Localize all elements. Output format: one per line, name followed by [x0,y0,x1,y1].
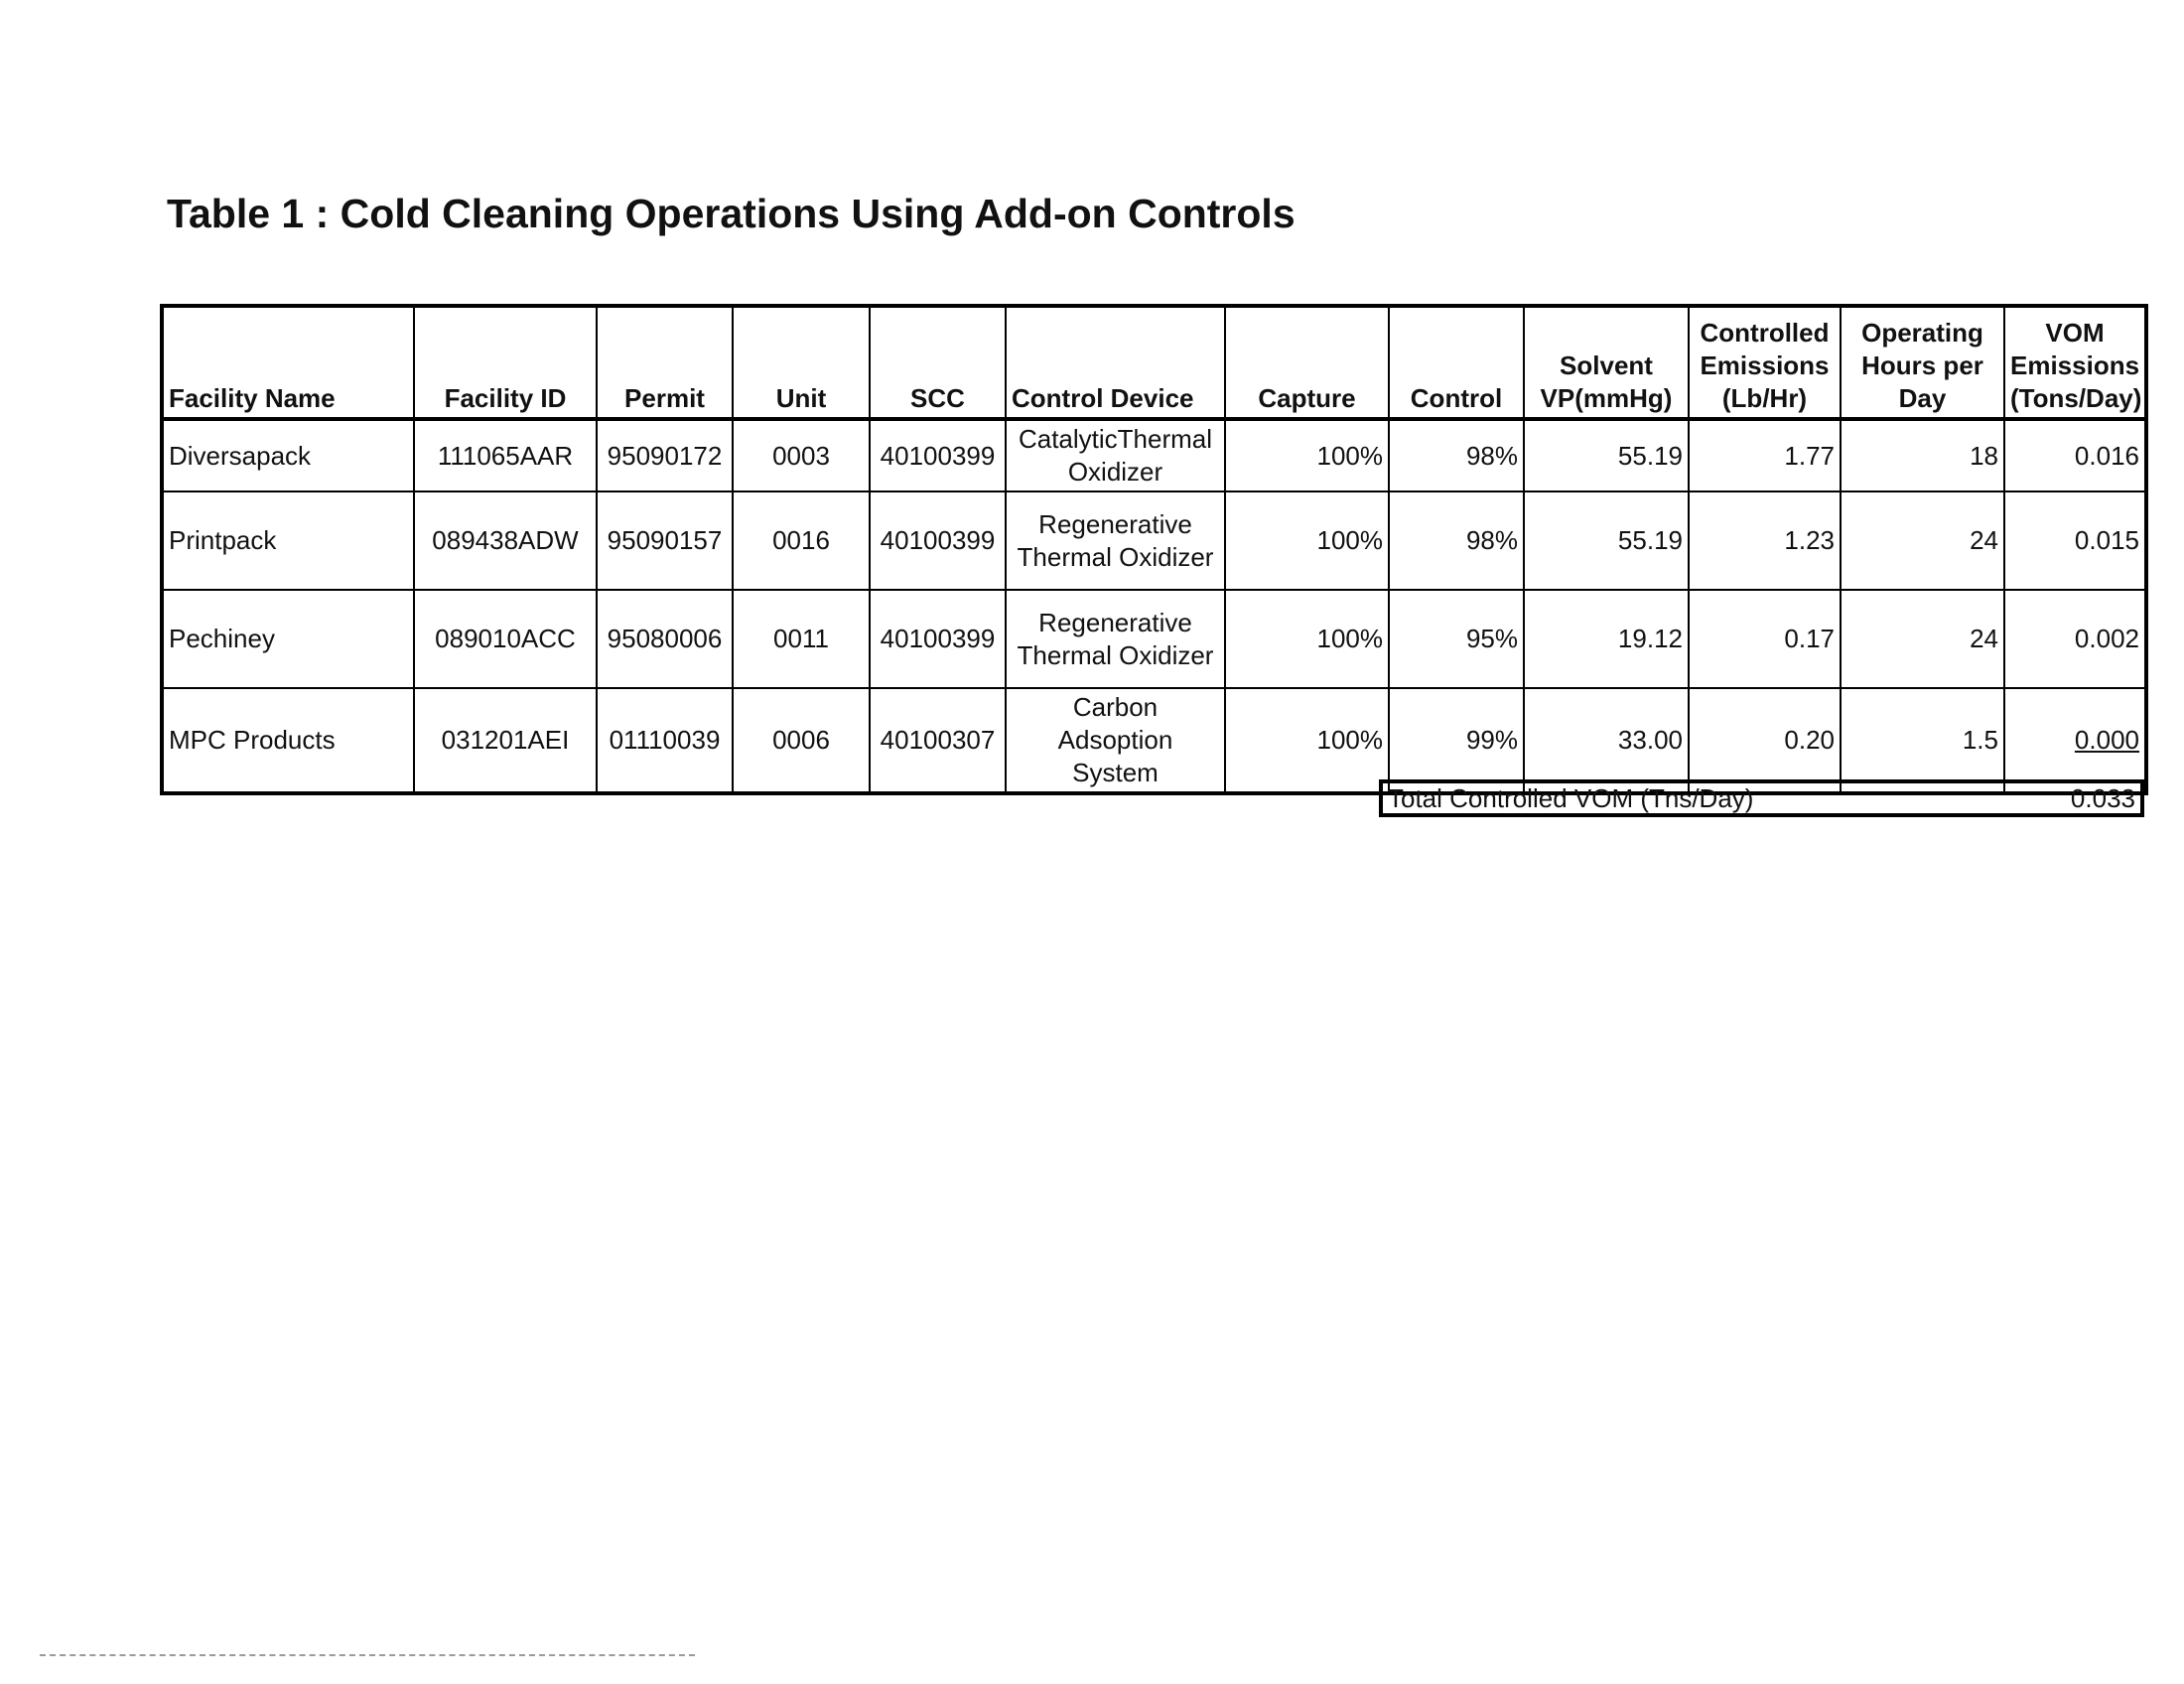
cell-vom-emissions [2004,688,2146,793]
cell-vom-emissions: 0.016 [2004,419,2146,491]
cell-facility-id: 089010ACC [414,590,597,688]
header-vom-emissions-line: (Tons/Day) [2010,383,2142,413]
cell-vom-emissions: 0.002 [2004,590,2146,688]
cell-facility-id: 089438ADW [414,491,597,590]
cell-unit: 0011 [733,590,870,688]
total-value: 0.033 [2070,783,2135,813]
cell-control-device [1006,419,1225,491]
cell-control-device [1006,491,1225,590]
control-device-line: Regenerative [1038,607,1192,637]
cell-permit: 01110039 [597,688,733,793]
cell-control: 98% [1389,419,1524,491]
header-control-device: Control Device [1006,306,1225,419]
cell-control: 95% [1389,590,1524,688]
cold-cleaning-table [160,304,2148,795]
table-row [162,419,2146,491]
cell-solvent-vp: 55.19 [1524,491,1689,590]
header-permit: Permit [597,306,733,419]
control-device-line: Adsoption [1057,725,1173,755]
cell-control: 99% [1389,688,1524,793]
cell-unit: 0006 [733,688,870,793]
cell-facility-name: Printpack [162,491,414,590]
header-vom-emissions [2004,306,2146,419]
cell-facility-name: Diversapack [162,419,414,491]
header-unit: Unit [733,306,870,419]
cell-permit: 95090172 [597,419,733,491]
cell-scc: 40100399 [870,419,1006,491]
control-device-line: Thermal Oxidizer [1017,541,1214,572]
header-facility-name: Facility Name [162,306,414,419]
vom-emissions-value: 0.000 [2074,725,2139,755]
control-device-line: Carbon [1072,692,1159,722]
cell-control-device [1006,590,1225,688]
header-facility-id: Facility ID [414,306,597,419]
control-device-line: Thermal Oxidizer [1017,639,1214,670]
table-row [162,688,2146,793]
table-header-row [162,306,2146,419]
header-operating-hours-line: Hours per [1861,351,1983,380]
cell-scc: 40100399 [870,491,1006,590]
header-solvent-vp-line: VP(mmHg) [1540,383,1673,413]
header-operating-hours-line: Day [1898,383,1947,413]
page-title: Table 1 : Cold Cleaning Operations Using Add-on Controls [167,191,1296,236]
header-controlled-emissions [1689,306,1841,419]
header-controlled-emissions-line: Emissions [1700,351,1830,380]
cell-solvent-vp: 33.00 [1524,688,1689,793]
cell-control: 98% [1389,491,1524,590]
cell-facility-id: 111065AAR [414,419,597,491]
header-operating-hours [1841,306,2004,419]
cell-controlled-emissions: 1.23 [1689,491,1841,590]
control-device-line: System [1072,758,1159,787]
cell-unit: 0003 [733,419,870,491]
cell-control-device [1006,688,1225,793]
cell-solvent-vp: 55.19 [1524,419,1689,491]
control-device-line: CatalyticThermal [1018,424,1213,454]
table-row [162,590,2146,688]
cell-operating-hours: 24 [1841,491,2004,590]
cell-operating-hours: 24 [1841,590,2004,688]
cell-capture: 100% [1225,688,1389,793]
cell-scc: 40100399 [870,590,1006,688]
header-vom-emissions-line: VOM [2045,318,2105,348]
header-solvent-vp-line: Solvent [1560,351,1653,380]
header-controlled-emissions-line: Controlled [1700,318,1830,348]
cell-scc: 40100307 [870,688,1006,793]
cell-controlled-emissions: 1.77 [1689,419,1841,491]
header-operating-hours-line: Operating [1861,318,1983,348]
control-device-line: Oxidizer [1067,457,1163,487]
cell-operating-hours: 18 [1841,419,2004,491]
cell-permit: 95080006 [597,590,733,688]
total-row [1379,779,2144,817]
cell-facility-name: Pechiney [162,590,414,688]
cell-facility-name: MPC Products [162,688,414,793]
header-solvent-vp [1524,306,1689,419]
cell-vom-emissions: 0.015 [2004,491,2146,590]
cell-capture: 100% [1225,491,1389,590]
cell-controlled-emissions: 0.17 [1689,590,1841,688]
table-row [162,491,2146,590]
total-label: Total Controlled VOM (Tns/Day) [1388,783,1754,813]
scan-artifact-line [40,1654,695,1656]
cell-unit: 0016 [733,491,870,590]
control-device-line: Regenerative [1038,508,1192,539]
cell-facility-id: 031201AEI [414,688,597,793]
header-capture: Capture [1225,306,1389,419]
cell-solvent-vp: 19.12 [1524,590,1689,688]
header-scc: SCC [870,306,1006,419]
cell-capture: 100% [1225,419,1389,491]
cell-capture: 100% [1225,590,1389,688]
header-control: Control [1389,306,1524,419]
cell-permit: 95090157 [597,491,733,590]
cell-controlled-emissions: 0.20 [1689,688,1841,793]
header-controlled-emissions-line: (Lb/Hr) [1721,383,1808,413]
cell-operating-hours: 1.5 [1841,688,2004,793]
header-vom-emissions-line: Emissions [2010,351,2140,380]
